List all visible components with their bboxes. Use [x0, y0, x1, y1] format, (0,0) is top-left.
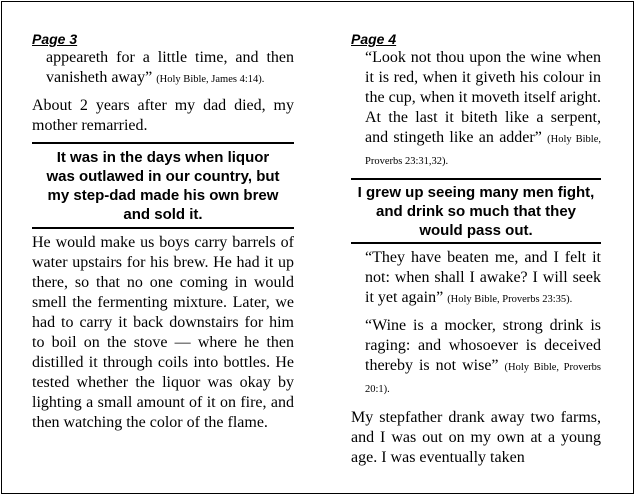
quote-proverbs-23-31 [351, 48, 601, 172]
page-3-label: Page 3 [32, 31, 78, 47]
quote-citation: (Holy Bible, James 4:14). [156, 74, 265, 85]
quote-continuation [32, 48, 294, 90]
callout-liquor-outlawed: It was in the days when liquor was outlawed in our country, but my step-dad made his own brew and sold it. [32, 142, 294, 229]
quote-citation: (Holy Bible, Proverbs 23:31,32). [365, 134, 602, 167]
quote-text: “Look not thou upon the wine when it is red, when it giveth his colour in the cup, when it moveth itself aright. At the last it biteth like a serpent, and stingeth like an adder” [365, 49, 601, 146]
paragraph-remarried: About 2 years after my dad died, my mother remarried. [32, 97, 294, 134]
right-page-column [351, 48, 601, 468]
page-4-label: Page 4 [351, 31, 397, 47]
quote-proverbs-20-1 [351, 316, 601, 400]
paragraph-stepfather: My stepfather drank away two farms, and I was out on my own at a young age. I was eventually taken [351, 409, 601, 466]
paragraph-brew: He would make us boys carry barrels of water upstairs for his brew. He had it up there, so that no one coming in would smell the fermenting mixture. Later, we had to carry it back downstairs for him to boil on the stove — where he then distilled it through coils into bottles. He tested whether the liquor was okay by lighting a small amount of it on fire, and then watching the color of the flame. [32, 234, 294, 431]
callout-men-fight: I grew up seeing many men fight, and drink so much that they would pass out. [351, 178, 601, 244]
quote-proverbs-23-35 [351, 248, 601, 310]
quote-text: “They have beaten me, and I felt it not: when shall I awake? I will seek it yet again” [365, 249, 601, 306]
quote-text: appeareth for a little time, and then vanisheth away” [46, 49, 294, 86]
quote-citation: (Holy Bible, Proverbs 23:35). [447, 294, 573, 305]
left-page-column [32, 48, 294, 433]
booklet-spread [1, 1, 634, 494]
quote-text: “Wine is a mocker, strong drink is raging: and whosoever is deceived thereby is not wise” [365, 317, 601, 374]
quote-citation: (Holy Bible, Proverbs 20:1). [365, 362, 602, 395]
